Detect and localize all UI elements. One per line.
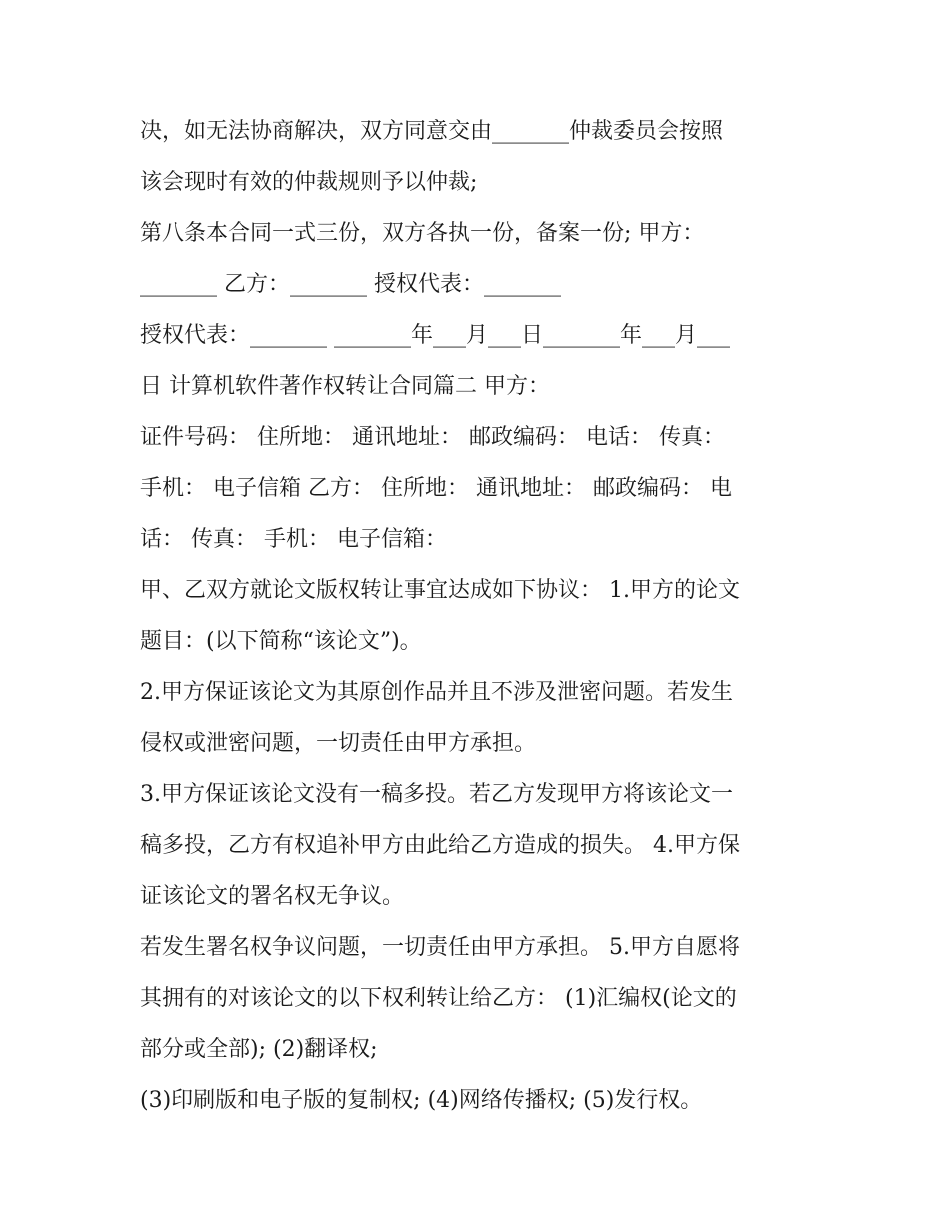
text-line: 日 计算机软件著作权转让合同篇二 甲方： [140,374,550,399]
text-line: 决，如无法协商解决，双方同意交由_______仲裁委员会按照 [140,119,724,144]
text-line: 部分或全部); (2)翻译权; [140,1037,378,1062]
text-line: 话： 传真： 手机： 电子信箱： [140,527,447,552]
text-line: 授权代表：_______ _______年___月___日_______年___月___ [140,323,730,348]
text-line: 稿多投，乙方有权追补甲方由此给乙方造成的损失。 4.甲方保 [140,833,740,858]
text-line: 3.甲方保证该论文没有一稿多投。若乙方发现甲方将该论文一 [140,782,733,807]
text-line: 该会现时有效的仲裁规则予以仲裁; [140,170,478,195]
text-line: 甲、乙双方就论文版权转让事宜达成如下协议： 1.甲方的论文 [140,578,740,603]
text-line: (3)印刷版和电子版的复制权; (4)网络传播权; (5)发行权。 [140,1088,703,1113]
text-line: 侵权或泄密问题，一切责任由甲方承担。 [140,731,537,756]
text-line: 第八条本合同一式三份，双方各执一份，备案一份; 甲方： [140,221,705,246]
text-line: 证该论文的署名权无争议。 [140,884,405,909]
text-line: 证件号码： 住所地： 通讯地址： 邮政编码： 电话： 传真： [140,425,725,450]
document-body [140,106,820,1126]
text-line: _______ 乙方：_______ 授权代表：_______ [140,272,561,297]
text-line: 题目：(以下简称“该论文”)。 [140,629,422,654]
text-line: 若发生署名权争议问题，一切责任由甲方承担。 5.甲方自愿将 [140,935,740,960]
text-line: 其拥有的对该论文的以下权利转让给乙方： (1)汇编权(论文的 [140,986,737,1011]
text-line: 2.甲方保证该论文为其原创作品并且不涉及泄密问题。若发生 [140,680,733,705]
text-line: 手机： 电子信箱 乙方： 住所地： 通讯地址： 邮政编码： 电 [140,476,732,501]
